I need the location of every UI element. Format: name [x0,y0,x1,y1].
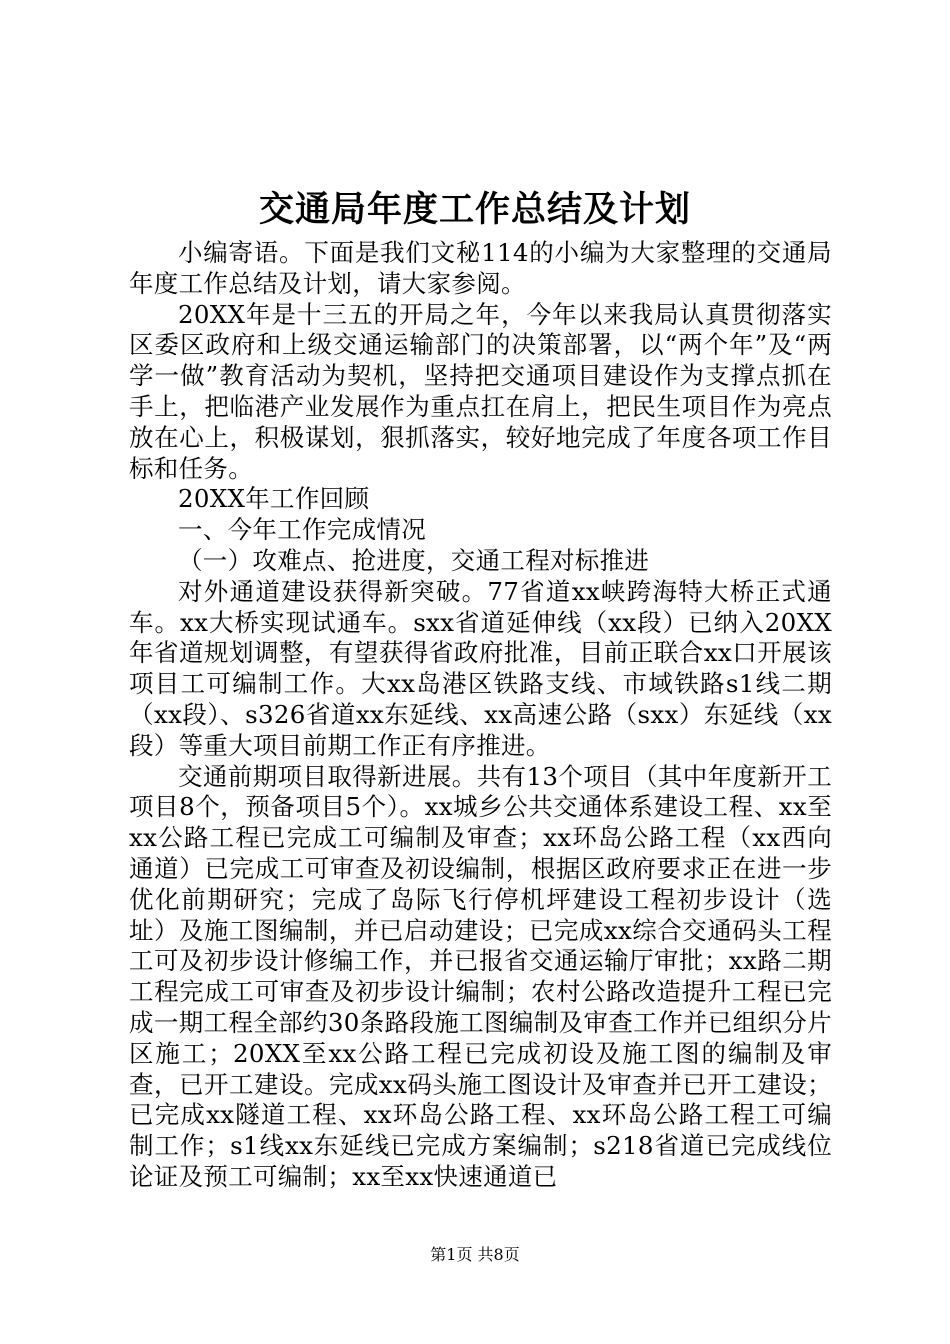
paragraph-preliminary-projects: 交通前期项目取得新进展。共有13个项目（其中年度新开工项目8个，预备项目5个）。xx城乡公共交通体系建设工程、xx至xx公路工程已完成工可编制及审查；xx环岛公路工程（xx西向通道）已完成工可审查及初设编制，根据区政府要求正在进一步优化前期研究；完成了岛际飞行停机坪建设工程初步设计（选址）及施工图编制，并已启动建设；已完成xx综合交通码头工程工可及初步设计修编工作，并已报省交通运输厅审批；xx路二期工程完成工可审查及初步设计编制；农村公路改造提升工程已完成一期工程全部约30条路段施工图编制及审查工作并已组织分片区施工；20XX至xx公路工程已完成初设及施工图的编制及审查，已开工建设。完成xx码头施工图设计及审查并已开工建设；已完成xx隧道工程、xx环岛公路工程、xx环岛公路工程工可编制工作；s1线xx东延线已完成方案编制；s218省道已完成线位论证及预工可编制；xx至xx快速通道已 [129,761,832,1191]
document-title: 交通局年度工作总结及计划 [258,189,691,230]
paragraph-overview: 20XX年是十三五的开局之年，今年以来我局认真贯彻落实区委区政府和上级交通运输部门的决策部署，以“两个年”及“两学一做”教育活动为契机，坚持把交通项目建设作为支撑点抓在手上，把临港产业发展作为重点扛在肩上，把民生项目作为亮点放在心上，积极谋划，狠抓落实，较好地完成了年度各项工作目标和任务。 [129,299,832,483]
heading-review: 20XX年工作回顾 [178,484,370,514]
document-body [129,238,832,1193]
paragraph-intro: 小编寄语。下面是我们文秘114的小编为大家整理的交通局年度工作总结及计划，请大家参阅。 [129,238,832,298]
heading-section-one: 一、今年工作完成情况 [178,515,426,545]
heading-subsection-one: （一）攻难点、抢进度，交通工程对标推进 [178,545,650,575]
page-footer: 第1页 共8页 [430,1245,520,1264]
paragraph-external-channel: 对外通道建设获得新突破。77省道xx峡跨海特大桥正式通车。xx大桥实现试通车。sxx省道延伸线（xx段）已纳入20XX年省道规划调整，有望获得省政府批准，目前正联合xx口开展该项目工可编制工作。大xx岛港区铁路支线、市域铁路s1线二期（xx段）、s326省道xx东延线、xx高速公路（sxx）东延线（xx段）等重大项目前期工作正有序推进。 [129,576,832,760]
